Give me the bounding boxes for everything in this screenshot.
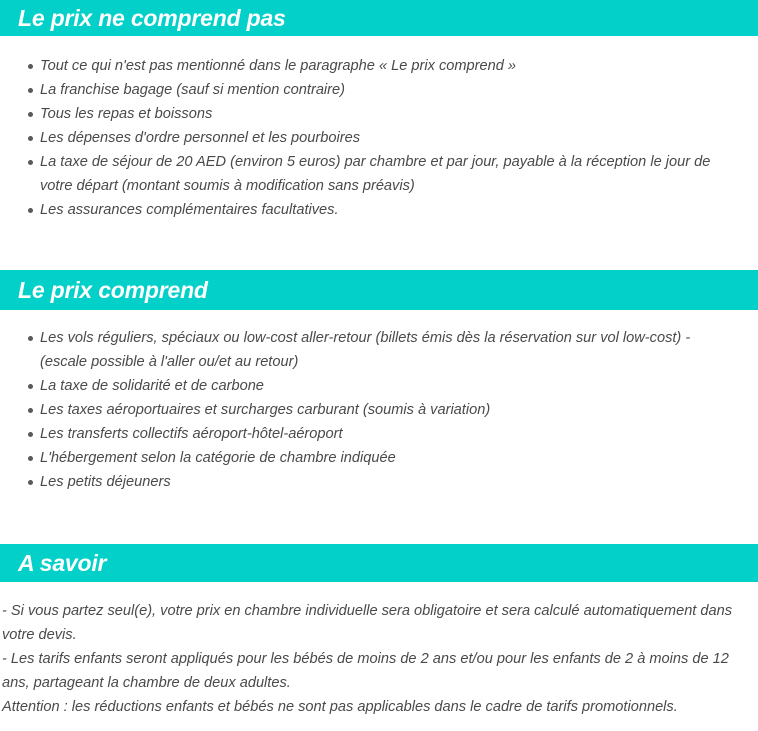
spacer bbox=[0, 310, 758, 326]
note-paragraph: - Si vous partez seul(e), votre prix en chambre individuelle sera obligatoire et sera calculé automatiquement dans votre devis. bbox=[2, 603, 733, 643]
notes-good-to-know bbox=[0, 599, 758, 719]
section-header-good-to-know bbox=[0, 544, 758, 582]
list-item-text: La taxe de solidarité et de carbone bbox=[40, 378, 264, 394]
list-item-text: Les taxes aéroportuaires et surcharges carburant (soumis à variation) bbox=[40, 402, 491, 418]
list-item-text: Les vols réguliers, spéciaux ou low-cost aller-retour (billets émis dès la réservation sur vol low-cost) - (escale possible à l'aller ou/et au retour) bbox=[40, 330, 691, 370]
list-item bbox=[0, 78, 758, 102]
list-item-text: Les transferts collectifs aéroport-hôtel-aéroport bbox=[40, 426, 343, 442]
spacer bbox=[0, 36, 758, 54]
list-item-text: Tout ce qui n'est pas mentionné dans le paragraphe « Le prix comprend » bbox=[40, 58, 517, 74]
list-item-text: Les petits déjeuners bbox=[40, 474, 171, 490]
list-not-included bbox=[0, 54, 758, 222]
list-item bbox=[0, 398, 758, 422]
list-item bbox=[0, 422, 758, 446]
spacer bbox=[0, 222, 758, 270]
section-header-not-included bbox=[0, 0, 758, 36]
list-item-text: Les dépenses d'ordre personnel et les pourboires bbox=[40, 130, 361, 146]
list-item bbox=[0, 446, 758, 470]
spacer bbox=[0, 494, 758, 544]
list-item-text: La taxe de séjour de 20 AED (environ 5 euros) par chambre et par jour, payable à la réception le jour de votre départ (montant soumis à modification sans préavis) bbox=[40, 154, 711, 194]
note-paragraph: Attention : les réductions enfants et bébés ne sont pas applicables dans le cadre de tarifs promotionnels. bbox=[2, 699, 678, 715]
section-title-good-to-know: A savoir bbox=[18, 549, 107, 576]
list-item bbox=[0, 150, 758, 198]
section-title-not-included: Le prix ne comprend pas bbox=[18, 4, 286, 31]
section-header-included bbox=[0, 270, 758, 310]
list-item bbox=[0, 374, 758, 398]
list-item bbox=[0, 470, 758, 494]
list-included bbox=[0, 326, 758, 494]
list-item bbox=[0, 102, 758, 126]
list-item bbox=[0, 126, 758, 150]
section-title-included: Le prix comprend bbox=[18, 276, 208, 303]
list-item-text: Tous les repas et boissons bbox=[40, 106, 213, 122]
list-item-text: La franchise bagage (sauf si mention contraire) bbox=[40, 82, 346, 98]
list-item bbox=[0, 198, 758, 222]
spacer bbox=[0, 582, 758, 599]
list-item-text: Les assurances complémentaires facultatives. bbox=[40, 202, 339, 218]
list-item-text: L'hébergement selon la catégorie de chambre indiquée bbox=[40, 450, 396, 466]
list-item bbox=[0, 54, 758, 78]
note-paragraph: - Les tarifs enfants seront appliqués pour les bébés de moins de 2 ans et/ou pour les enfants de 2 à moins de 12 ans, partageant la chambre de deux adultes. bbox=[2, 651, 729, 691]
list-item bbox=[0, 326, 758, 374]
